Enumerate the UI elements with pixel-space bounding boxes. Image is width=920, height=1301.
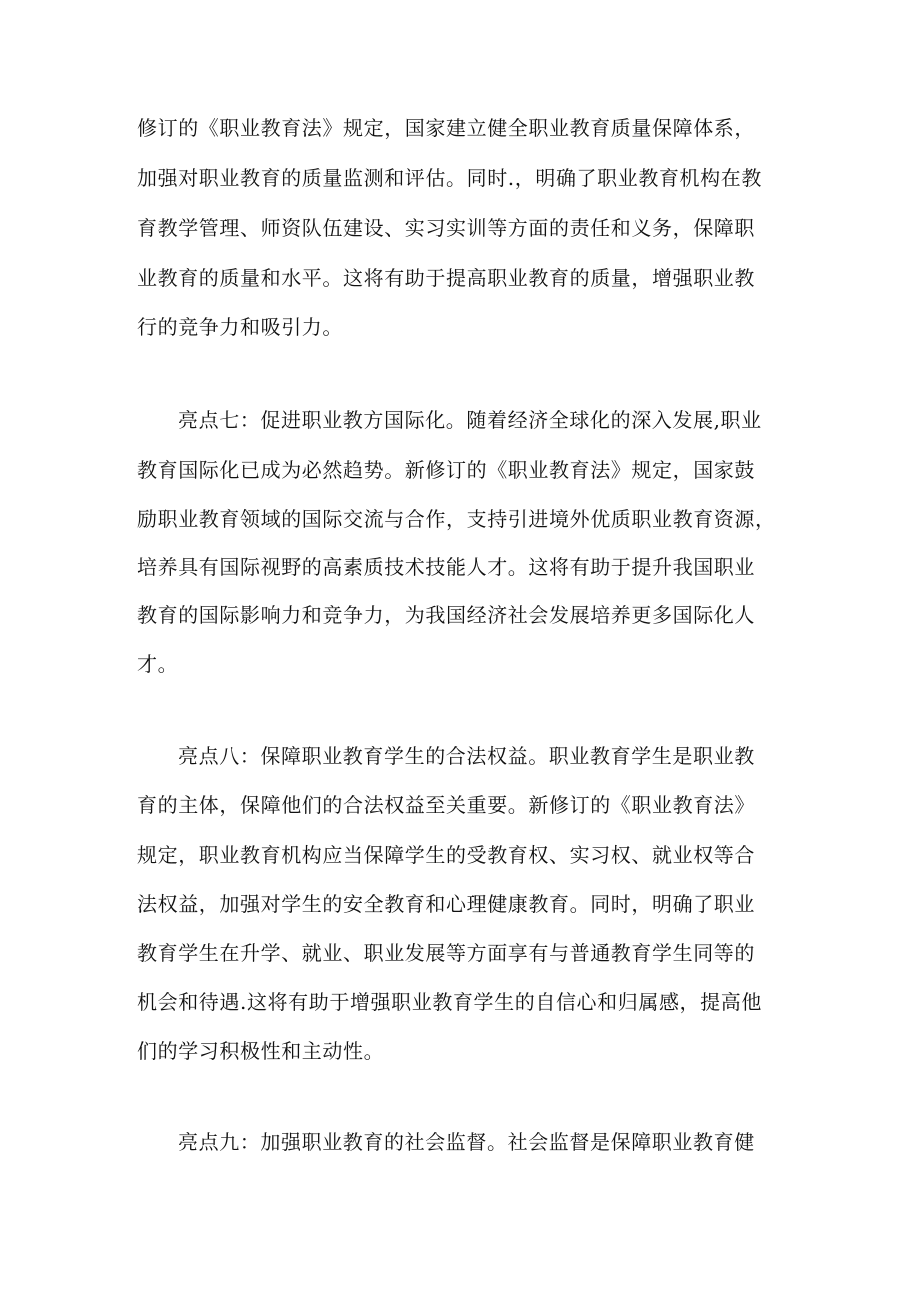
text-line: 亮点八：保障职业教育学生的合法权益。职业教育学生是职业教 <box>178 744 755 768</box>
text-line: 励职业教育领域的国际交流与合作，支持引进境外优质职业教育资源， <box>137 507 776 531</box>
text-line: 教育学生在升学、就业、职业发展等方面享有与普通教育学生同等的 <box>137 941 755 965</box>
text-line: 业教育的质量和水平。这将有助于提高职业教育的质量，增强职业教 <box>137 266 755 290</box>
text-line: 育教学管理、师资队伍建设、实习实训等方面的责任和义务，保障职 <box>137 216 755 240</box>
text-line: 育的主体，保障他们的合法权益至关重要。新修订的《职业教育法》 <box>137 793 755 817</box>
text-line: 培养具有国际视野的高素质技术技能人才。这将有助于提升我国职业 <box>137 555 755 579</box>
text-line: 规定，职业教育机构应当保障学生的受教育权、实习权、就业权等合 <box>137 843 755 867</box>
text-line: 们的学习积极性和主动性。 <box>137 1039 385 1063</box>
text-line: 机会和待遇.这将有助于增强职业教育学生的自信心和归属感，提高他 <box>137 990 762 1014</box>
text-line: 加强对职业教育的质量监测和评估。同时.，明确了职业教育机构在教 <box>137 166 762 190</box>
text-line: 才。 <box>137 652 179 676</box>
text-line: 亮点七：促进职业教方国际化。随着经济全球化的深入发展,职业 <box>178 408 762 432</box>
text-line: 行的竞争力和吸引力。 <box>137 315 343 339</box>
text-line: 修订的《职业教育法》规定，国家建立健全职业教育质量保障体系， <box>137 116 755 140</box>
text-line: 教育的国际影响力和竞争力，为我国经济社会发展培养更多国际化人 <box>137 603 755 627</box>
text-line: 法权益，加强对学生的安全教育和心理健康教育。同时，明确了职业 <box>137 892 755 916</box>
text-line: 亮点九：加强职业教育的社会监督。社会监督是保障职业教育健 <box>178 1130 755 1154</box>
text-line: 教育国际化已成为必然趋势。新修订的《职业教育法》规定，国家鼓 <box>137 458 755 482</box>
